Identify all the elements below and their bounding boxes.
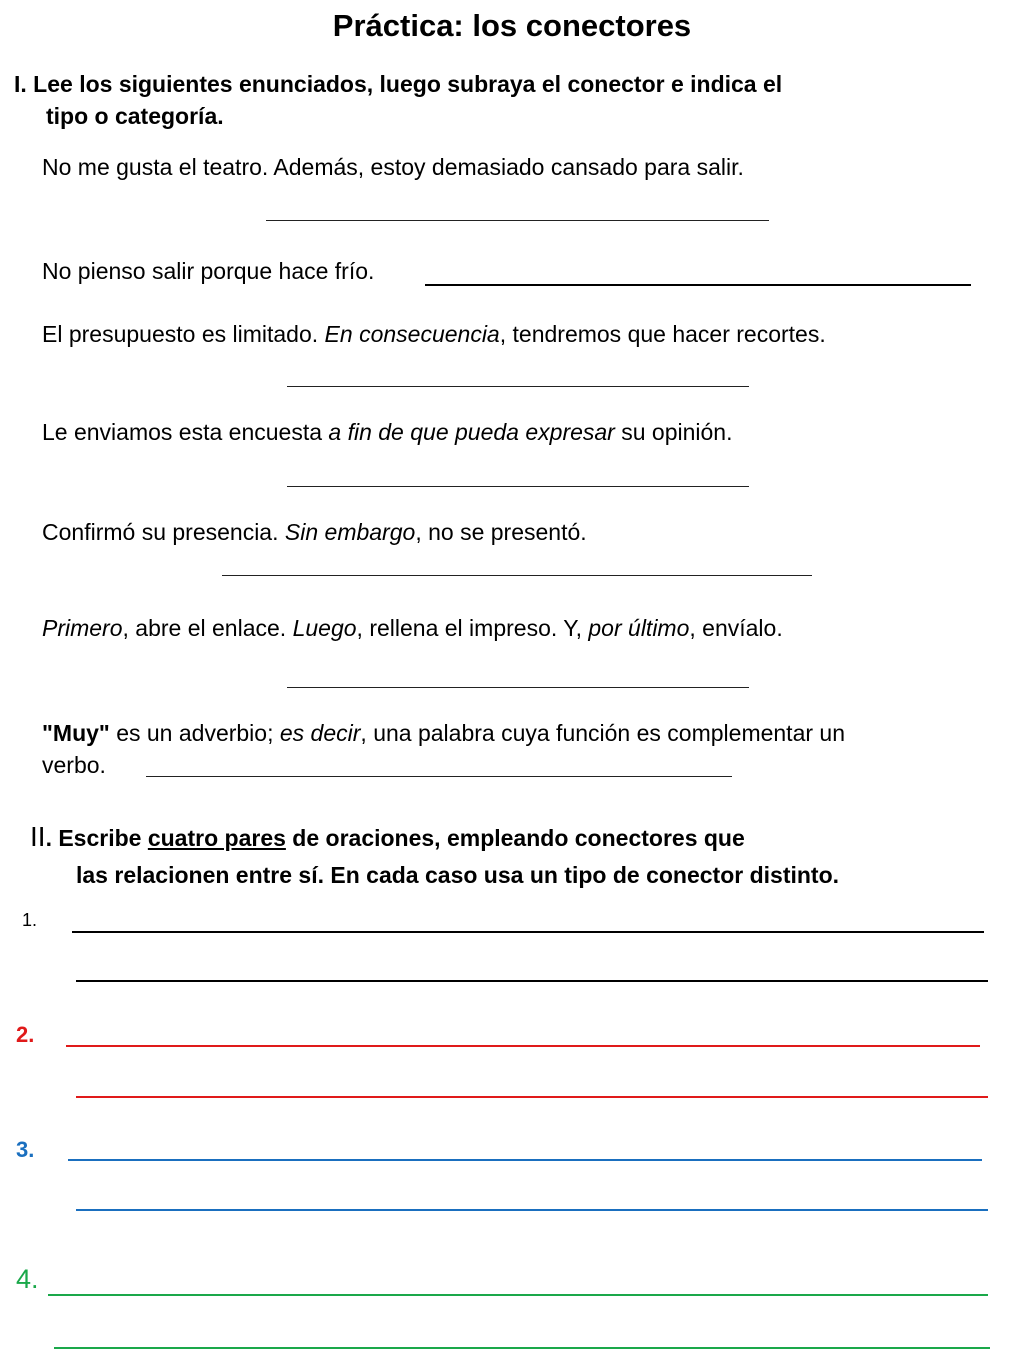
sentence-6: Primero, abre el enlace. Luego, rellena el impreso. Y, por último, envíalo.	[42, 615, 783, 641]
answer-blank-3[interactable]	[287, 386, 749, 387]
page-title: Práctica: los conectores	[332, 8, 692, 43]
sentence-2: No pienso salir porque hace frío.	[42, 258, 375, 284]
answer-blank-4[interactable]	[287, 486, 749, 487]
pair-number-1: 1.	[22, 910, 38, 930]
pair-2-line-2[interactable]	[76, 1096, 988, 1098]
answer-blank-1[interactable]	[266, 220, 769, 221]
section-1-heading-line2: tipo o categoría.	[46, 103, 224, 129]
sentence-4: Le enviamos esta encuesta a fin de que pueda expresar su opinión.	[42, 419, 733, 445]
connector-text: En consecuencia	[324, 321, 500, 347]
connector-text: Sin embargo	[284, 519, 416, 545]
pair-3-line-1[interactable]	[68, 1159, 982, 1161]
pair-number-2: 2.	[16, 1022, 35, 1047]
sentence-7: "Muy" es un adverbio; es decir, una palabra cuya función es complementar un	[42, 720, 845, 746]
section-2-heading-line2: las relacionen entre sí. En cada caso usa un tipo de conector distinto.	[76, 862, 840, 888]
section-2-heading: II. Escribe cuatro pares de oraciones, empleando conectores que las relacionen entre sí. En cada caso usa un tipo de conector distinto.	[30, 818, 839, 894]
pair-2-line-1[interactable]	[66, 1045, 980, 1047]
connector-text: Luego	[292, 615, 357, 641]
sentence-1: No me gusta el teatro. Además, estoy demasiado cansado para salir.	[42, 154, 744, 180]
answer-blank-2[interactable]	[425, 284, 971, 286]
connector-text: por último	[588, 615, 690, 641]
pair-4-line-2[interactable]	[54, 1347, 990, 1349]
pair-4-line-1[interactable]	[48, 1294, 988, 1296]
pair-3-line-2[interactable]	[76, 1209, 988, 1211]
sentence-5: Confirmó su presencia. Sin embargo, no se presentó.	[42, 519, 587, 545]
pair-1-line-1[interactable]	[72, 931, 984, 933]
connector-text: Primero	[42, 615, 123, 641]
connector-text: es decir	[279, 720, 361, 746]
connector-text: a fin de que pueda expresar	[328, 419, 615, 445]
section-1-heading	[14, 68, 782, 132]
sentence-7-line2: verbo.	[42, 752, 106, 778]
answer-blank-7[interactable]	[146, 776, 732, 777]
answer-blank-6[interactable]	[287, 687, 749, 688]
pair-number-3: 3.	[16, 1137, 35, 1162]
section-1-heading-line1: I. Lee los siguientes enunciados, luego subraya el conector e indica el	[14, 71, 783, 97]
pair-number-4: 4.	[16, 1264, 39, 1294]
sentence-3: El presupuesto es limitado. En consecuencia, tendremos que hacer recortes.	[42, 321, 826, 347]
pair-1-line-2[interactable]	[76, 980, 988, 982]
answer-blank-5[interactable]	[222, 575, 812, 576]
